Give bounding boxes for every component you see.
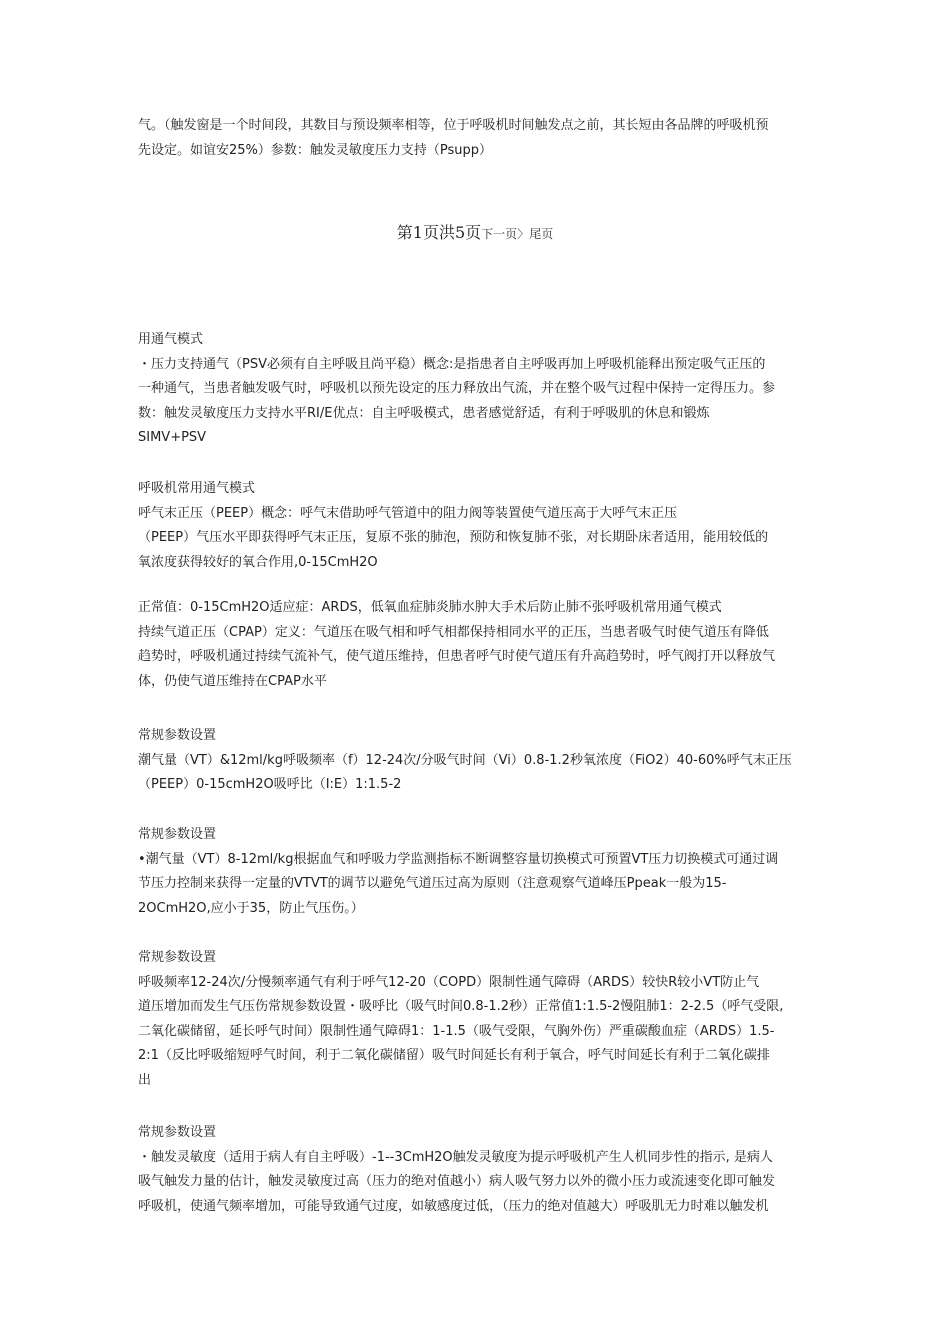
section-heading: 用通气模式	[138, 332, 204, 347]
section-cpap	[138, 596, 828, 694]
text-line: 2:1（反比呼吸缩短呼气时间，利于二氧化碳储留）吸气时间延长有利于氧合，呼气时间延长有利于二氧化碳排	[138, 1048, 770, 1063]
section-heading: 常规参数设置	[138, 1125, 217, 1140]
text-line: 持续气道正压（CPAP）定义：气道压在吸气相和呼气相都保持相同水平的正压，当患者吸气时使气道压有降低	[138, 624, 769, 640]
text-line: 数：触发灵敏度压力支持水平RI/E优点：自主呼吸模式，患者感觉舒适，有利于呼吸肌的休息和锻炼	[138, 405, 710, 421]
text-line: 气。（触发窗是一个时间段，其数目与预设频率相等，位于呼吸机时间触发点之前，其长短由各品牌的呼吸机预	[138, 118, 769, 133]
text-line: 吸气触发力量的估计，触发灵敏度过高（压力的绝对值越小）病人吸气努力以外的微小压力或流速变化即可触发	[138, 1174, 776, 1189]
text-line: 呼吸机，使通气频率增加，可能导致通气过度，如敏感度过低，（压力的绝对值越大）呼吸肌无力时难以触发机	[138, 1198, 769, 1214]
text-line: 节压力控制来获得一定量的VTVT的调节以避免气道压过高为原则（注意观察气道峰压Ppeak一般为15-	[138, 876, 727, 891]
text-line: ・触发灵敏度（适用于病人有自主呼吸）-1--3CmH2O触发灵敏度为提示呼吸机产生人机同步性的指示, 是病人	[138, 1149, 773, 1165]
text-line: 趋势时，呼吸机通过持续气流补气，使气道压维持，但患者呼气时使气道压有升高趋势时，呼气阀打开以释放气	[138, 649, 776, 664]
section-parameters-2	[138, 823, 828, 921]
text-line: 氧浓度获得较好的氧合作用,0-15CmH2O	[138, 554, 378, 570]
text-line: 先设定。如谊安25%）参数：触发灵敏度压力支持（Psupp）	[138, 142, 493, 158]
text-line: 一种通气，当患者触发吸气时，呼吸机以预先设定的压力释放出气流，并在整个吸气过程中保持一定得压力。参	[138, 381, 776, 396]
section-peep	[138, 477, 828, 575]
text-line: SIMV+PSV	[138, 430, 207, 445]
top-paragraph	[138, 114, 828, 163]
text-line: ・压力支持通气（PSV必须有自主呼吸且尚平稳）概念:是指患者自主呼吸再加上呼吸机能释出预定吸气正压的	[138, 356, 766, 372]
text-line: （PEEP）气压水平即获得呼气末正压，复原不张的肺泡，预防和恢复肺不张，对长期卧床者适用，能用较低的	[138, 530, 769, 545]
last-page-link[interactable]: 尾页	[529, 227, 554, 241]
text-line: 出	[138, 1072, 152, 1088]
text-line: 正常值：0-15CmH2O适应症：ARDS，低氧血症肺炎肺水肿大手术后防止肺不张呼吸机常用通气模式	[138, 600, 722, 615]
text-line: 呼气末正压（PEEP）概念：呼气末借助呼气管道中的阻力阀等装置使气道压高于大呼气末正压	[138, 505, 678, 521]
section-heading: 常规参数设置	[138, 728, 217, 743]
text-line: 呼吸频率12-24次/分慢频率通气有利于呼气12-20（COPD）限制性通气障碍（ARDS）较快R较小VT防止气	[138, 974, 760, 990]
text-line: 二氧化碳储留，延长呼气时间）限制性通气障碍1：1-1.5（吸气受限，气胸外伤）严重碳酸血症（ARDS）1.5-	[138, 1023, 775, 1039]
section-parameters-4	[138, 1121, 828, 1219]
section-parameters-1	[138, 724, 828, 798]
text-line: •潮气量（VT）8-12ml/kg根据血气和呼吸力学监测指标不断调整容量切换模式可预置VT压力切换模式可通过调	[138, 851, 779, 867]
section-heading: 常规参数设置	[138, 950, 217, 965]
text-line: 体，仍使气道压维持在CPAP水平	[138, 673, 327, 689]
section-ventilation-mode	[138, 328, 828, 451]
page-indicator: 第1页洪5页	[396, 223, 482, 242]
text-line: 道压增加而发生气压伤常规参数设置・吸呼比（吸气时间0.8-1.2秒）正常值1:1.5-2慢阻肺1：2-2.5（呼气受限,	[138, 999, 784, 1014]
next-page-link[interactable]: 下一页〉	[481, 227, 530, 241]
section-parameters-3	[138, 946, 828, 1093]
section-heading: 常规参数设置	[138, 827, 217, 842]
text-line: （PEEP）0-15cmH2O吸呼比（I:E）1:1.5-2	[138, 777, 402, 792]
text-line: 2OCmH2O,应小于35，防止气压伤。）	[138, 900, 364, 916]
pagination	[0, 220, 950, 243]
text-line: 潮气量（VT）&12ml/kg呼吸频率（f）12-24次/分吸气时间（Vi）0.8-1.2秒氧浓度（FiO2）40-60%呼气末正压	[138, 752, 792, 768]
section-heading: 呼吸机常用通气模式	[138, 481, 256, 496]
